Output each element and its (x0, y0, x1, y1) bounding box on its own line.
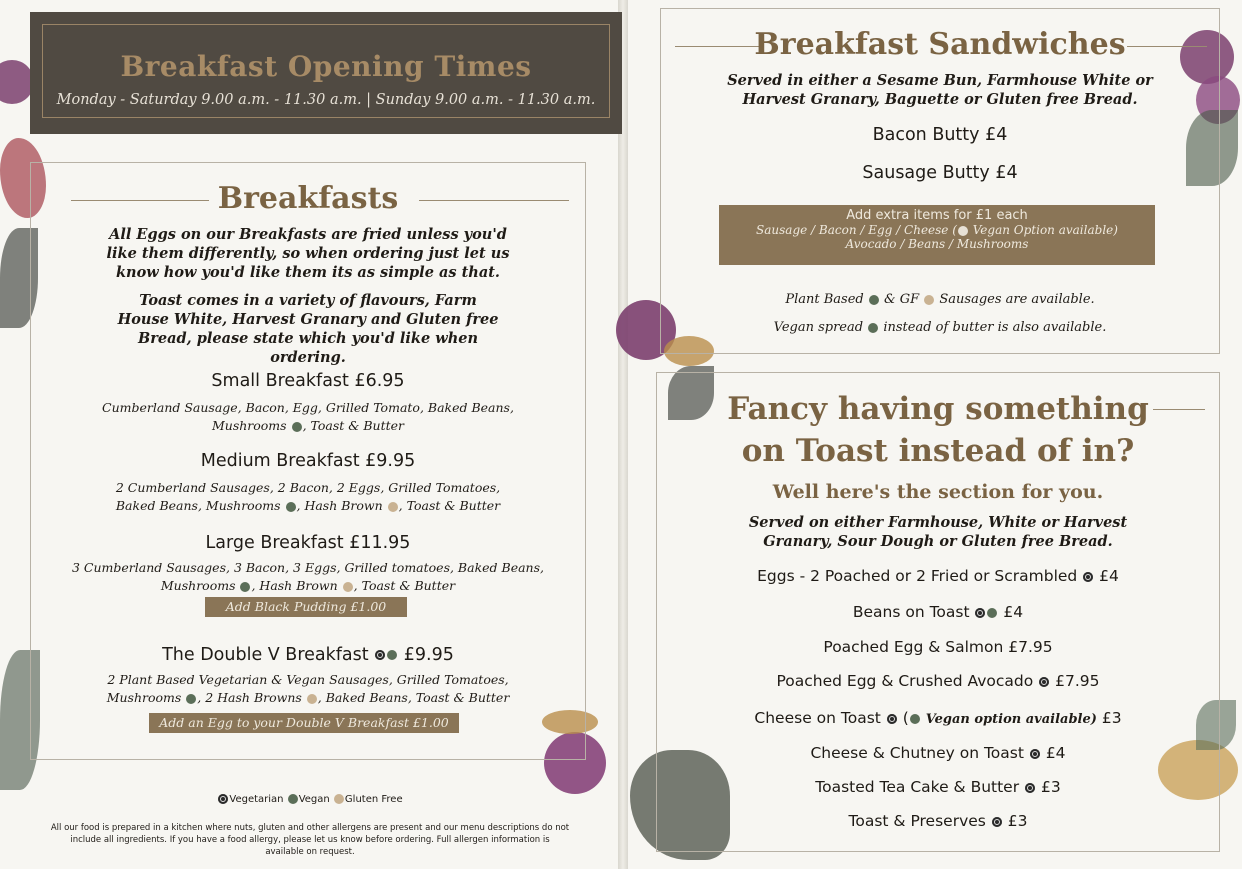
double-v-breakfast-desc (31, 671, 585, 707)
bacon-butty: Bacon Butty £4 (872, 125, 1008, 145)
vegan-icon (958, 226, 968, 236)
desc-line: , Baked Beans, Toast & Butter (317, 690, 510, 705)
on-toast-section (656, 372, 1220, 852)
vegan-icon (186, 694, 196, 704)
toast-item-text: Cheese & Chutney on Toast (810, 744, 1024, 762)
toast-item (657, 638, 1219, 656)
desc-line: , Toast & Butter (398, 498, 501, 513)
vegan-icon (286, 502, 296, 512)
plant-based-note (661, 291, 1219, 309)
toast-item-price: £7.95 (1055, 672, 1100, 690)
vegan-spread-note (661, 319, 1219, 337)
large-breakfast-desc (31, 559, 585, 595)
toast-item-text: Cheese on Toast (754, 709, 881, 727)
small-breakfast-desc (31, 399, 585, 435)
dietary-legend (0, 794, 620, 805)
vegan-icon (240, 582, 250, 592)
toast-item-text: Poached Egg & Salmon £7.95 (823, 638, 1053, 656)
sandwiches-title: Breakfast Sandwiches (754, 27, 1126, 62)
extras-title: Add extra items for £1 each (846, 208, 1028, 223)
toast-item-text: Beans on Toast (852, 603, 970, 621)
sandwiches-section (660, 8, 1220, 354)
note-text: instead of butter is also available. (883, 320, 1107, 335)
add-egg-extra: Add an Egg to your Double V Breakfast £1.00 (149, 713, 459, 733)
toast-intro: Toast comes in a variety of flavours, Farm House White, Harvest Granary and Gluten free Bread, please state which you'd like when ordering. (117, 292, 499, 366)
toast-item-text: Toasted Tea Cake & Butter (815, 778, 1020, 796)
desc-line: Mushrooms (211, 418, 287, 433)
vegan-icon (868, 323, 878, 333)
vegan-icon (292, 422, 302, 432)
toast-item-price: £4 (1099, 567, 1119, 585)
desc-line: , Toast & Butter (302, 418, 405, 433)
gluten-free-icon (334, 794, 344, 804)
toast-item (657, 672, 1219, 690)
desc-line: 3 Cumberland Sausages, 3 Bacon, 3 Eggs, Grilled tomatoes, Baked Beans, (72, 560, 544, 575)
banner-hours: Monday - Saturday 9.00 a.m. - 11.30 a.m. | Sunday 9.00 a.m. - 11.30 a.m. (56, 92, 596, 108)
toast-item (657, 812, 1219, 830)
eggs-intro: All Eggs on our Breakfasts are fried unless you'd like them differently, so when ordering just let us know how you'd like them its as simple as that. (106, 226, 510, 281)
toast-item (657, 744, 1219, 762)
toast-title-line-2: on Toast instead of in? (741, 433, 1135, 469)
vegan-icon (987, 608, 997, 618)
toast-item (657, 567, 1219, 585)
vegetarian-icon (887, 714, 897, 724)
small-breakfast-name: Small Breakfast £6.95 (211, 371, 405, 391)
toast-title-line-1: Fancy having something (727, 391, 1149, 427)
note-text: & GF (883, 292, 920, 307)
toast-item-price: £3 (1101, 709, 1122, 727)
desc-line: , 2 Hash Browns (197, 690, 302, 705)
desc-line: Cumberland Sausage, Bacon, Egg, Grilled Tomato, Baked Beans, (102, 400, 514, 415)
extras-box (719, 205, 1155, 265)
vegan-icon (869, 295, 879, 305)
black-pudding-extra: Add Black Pudding £1.00 (205, 597, 407, 617)
toast-item-note: Vegan option available) (925, 712, 1097, 727)
vegetarian-icon (375, 650, 385, 660)
item-name-text: The Double V Breakfast (162, 645, 369, 665)
desc-line: , Hash Brown (296, 498, 383, 513)
vegan-icon (387, 650, 397, 660)
vegetarian-icon (1025, 783, 1035, 793)
toast-item-text: Toast & Preserves (848, 812, 986, 830)
desc-line: , Hash Brown (251, 578, 338, 593)
toast-item-price: £3 (1040, 778, 1061, 796)
gluten-free-icon (343, 582, 353, 592)
toast-item-text: Poached Egg & Crushed Avocado (776, 672, 1034, 690)
sausage-butty: Sausage Butty £4 (862, 163, 1018, 183)
extras-line-2: Avocado / Beans / Mushrooms (845, 237, 1029, 251)
desc-line: Mushrooms (160, 578, 236, 593)
medium-breakfast-desc (31, 479, 585, 515)
toast-item-price: £4 (1003, 603, 1024, 621)
toast-item (657, 778, 1219, 796)
desc-line: 2 Plant Based Vegetarian & Vegan Sausages, Grilled Tomatoes, (107, 672, 509, 687)
note-text: Vegan spread (773, 320, 864, 335)
breakfasts-title: Breakfasts (217, 181, 399, 216)
legend-vegan: Vegan (298, 794, 330, 805)
gluten-free-icon (307, 694, 317, 704)
opening-times-banner (30, 12, 622, 134)
item-price: £9.95 (403, 645, 454, 665)
note-text: Plant Based (785, 292, 864, 307)
desc-line: Mushrooms (106, 690, 182, 705)
toast-item: Cheese on Toast ( Vegan option available) £3 (754, 709, 1122, 727)
large-breakfast-name: Large Breakfast £11.95 (205, 533, 411, 553)
breakfasts-section (30, 162, 586, 760)
double-v-breakfast-name (31, 645, 585, 665)
vegetarian-icon (992, 817, 1002, 827)
allergen-note: All our food is prepared in a kitchen where nuts, gluten and other allergens are present and our menu descriptions do not include all ingredients. If you have a food allergy, please let us know before ordering. Full allergen information is available on request. (50, 823, 570, 857)
desc-line: , Toast & Butter (353, 578, 456, 593)
sandwiches-intro: Served in either a Sesame Bun, Farmhouse White or Harvest Granary, Baguette or Gluten free Bread. (727, 72, 1153, 108)
toast-intro: Served on either Farmhouse, White or Harvest Granary, Sour Dough or Gluten free Bread. (748, 514, 1128, 550)
note-text: Sausages are available. (939, 292, 1095, 307)
desc-line: 2 Cumberland Sausages, 2 Bacon, 2 Eggs, Grilled Tomatoes, (115, 480, 501, 495)
extras-items: Sausage / Bacon / Egg / Cheese ( (756, 223, 957, 237)
legend-gluten-free: Gluten Free (344, 794, 403, 805)
gluten-free-icon (388, 502, 398, 512)
vegetarian-icon (1030, 749, 1040, 759)
vegan-icon (910, 714, 920, 724)
gluten-free-icon (924, 295, 934, 305)
medium-breakfast-name: Medium Breakfast £9.95 (200, 451, 416, 471)
desc-line: Baked Beans, Mushrooms (115, 498, 281, 513)
toast-item (657, 603, 1219, 621)
toast-item-price: £4 (1045, 744, 1066, 762)
toast-item-price: £3 (1007, 812, 1028, 830)
legend-vegetarian: Vegetarian (229, 794, 284, 805)
vegetarian-icon (1039, 677, 1049, 687)
extras-line (719, 223, 1155, 237)
vegetarian-icon (218, 794, 228, 804)
vegan-icon (288, 794, 298, 804)
vegetarian-icon (1083, 572, 1093, 582)
toast-subtitle: Well here's the section for you. (772, 481, 1104, 503)
toast-item-text: Eggs - 2 Poached or 2 Fried or Scrambled (757, 567, 1078, 585)
banner-title: Breakfast Opening Times (120, 50, 532, 83)
vegetarian-icon (975, 608, 985, 618)
extras-vegan: Vegan Option available) (968, 223, 1118, 237)
